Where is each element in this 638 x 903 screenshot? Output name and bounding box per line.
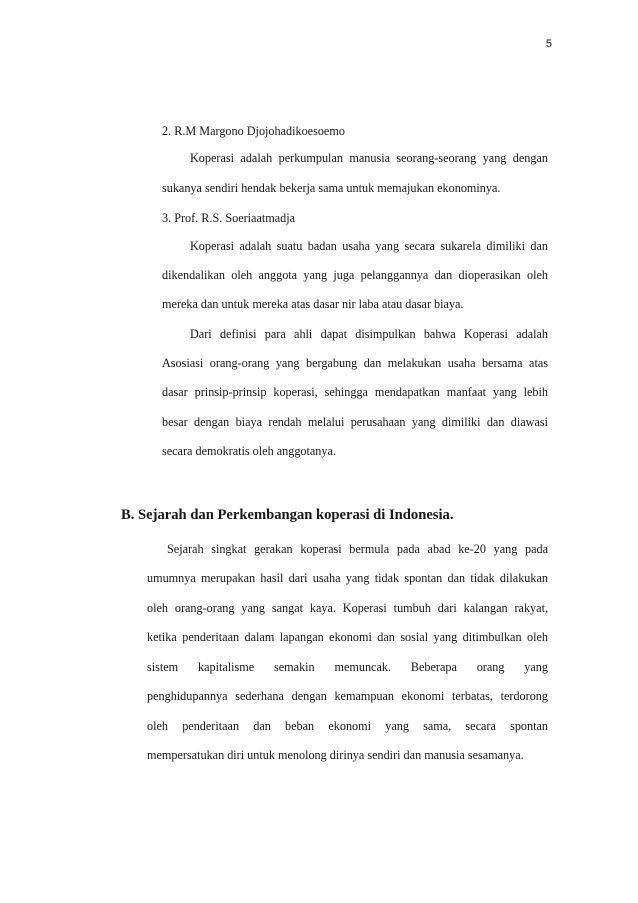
list-item-title: 2. R.M Margono Djojohadikoesoemo [162,124,345,138]
paragraph-line: dasar prinsip-prinsip koperasi, sehingga mendapatkan manfaat yang lebih [162,385,548,399]
paragraph-line: mereka dan untuk mereka atas dasar nir laba atau dasar biaya. [162,297,464,311]
paragraph-line: oleh orang-orang yang sangat kaya. Koperasi tumbuh dari kalangan rakyat, [147,601,548,615]
paragraph-line: Koperasi adalah suatu badan usaha yang secara sukarela dimiliki dan [190,239,548,253]
paragraph-line: sukanya sendiri hendak bekerja sama untuk memajukan ekonominya. [162,181,501,195]
section-heading: B. Sejarah dan Perkembangan koperasi di Indonesia. [121,507,454,523]
paragraph-line: umumnya merupakan hasil dari usaha yang tidak spontan dan tidak dilakukan [147,571,548,585]
paragraph-line: secara demokratis oleh anggotanya. [162,444,336,458]
paragraph-line: sistem kapitalisme semakin memuncak. Beberapa orang yang [147,660,548,674]
paragraph-line: ketika penderitaan dalam lapangan ekonomi dan sosial yang ditimbulkan oleh [147,630,548,644]
list-item-title: 3. Prof. R.S. Soeriaatmadja [162,211,296,225]
page-number: 5 [545,38,552,50]
paragraph-line: Asosiasi orang-orang yang bergabung dan melakukan usaha bersama atas [162,356,548,370]
paragraph-line: oleh penderitaan dan beban ekonomi yang sama, secara spontan [147,719,548,733]
paragraph-line: penghidupannya sederhana dengan kemampuan ekonomi terbatas, terdorong [147,689,548,703]
paragraph-line: Dari definisi para ahli dapat disimpulkan bahwa Koperasi adalah [190,327,548,341]
paragraph-line: besar dengan biaya rendah melalui perusahaan yang dimiliki dan diawasi [162,415,548,429]
paragraph-line: dikendalikan oleh anggota yang juga pelanggannya dan dioperasikan oleh [162,268,548,282]
paragraph-line: mempersatukan diri untuk menolong dirinya sendiri dan manusia sesamanya. [147,748,524,762]
paragraph-line: Sejarah singkat gerakan koperasi bermula pada abad ke-20 yang pada [167,542,548,556]
paragraph-line: Koperasi adalah perkumpulan manusia seorang-seorang yang dengan [190,151,548,165]
